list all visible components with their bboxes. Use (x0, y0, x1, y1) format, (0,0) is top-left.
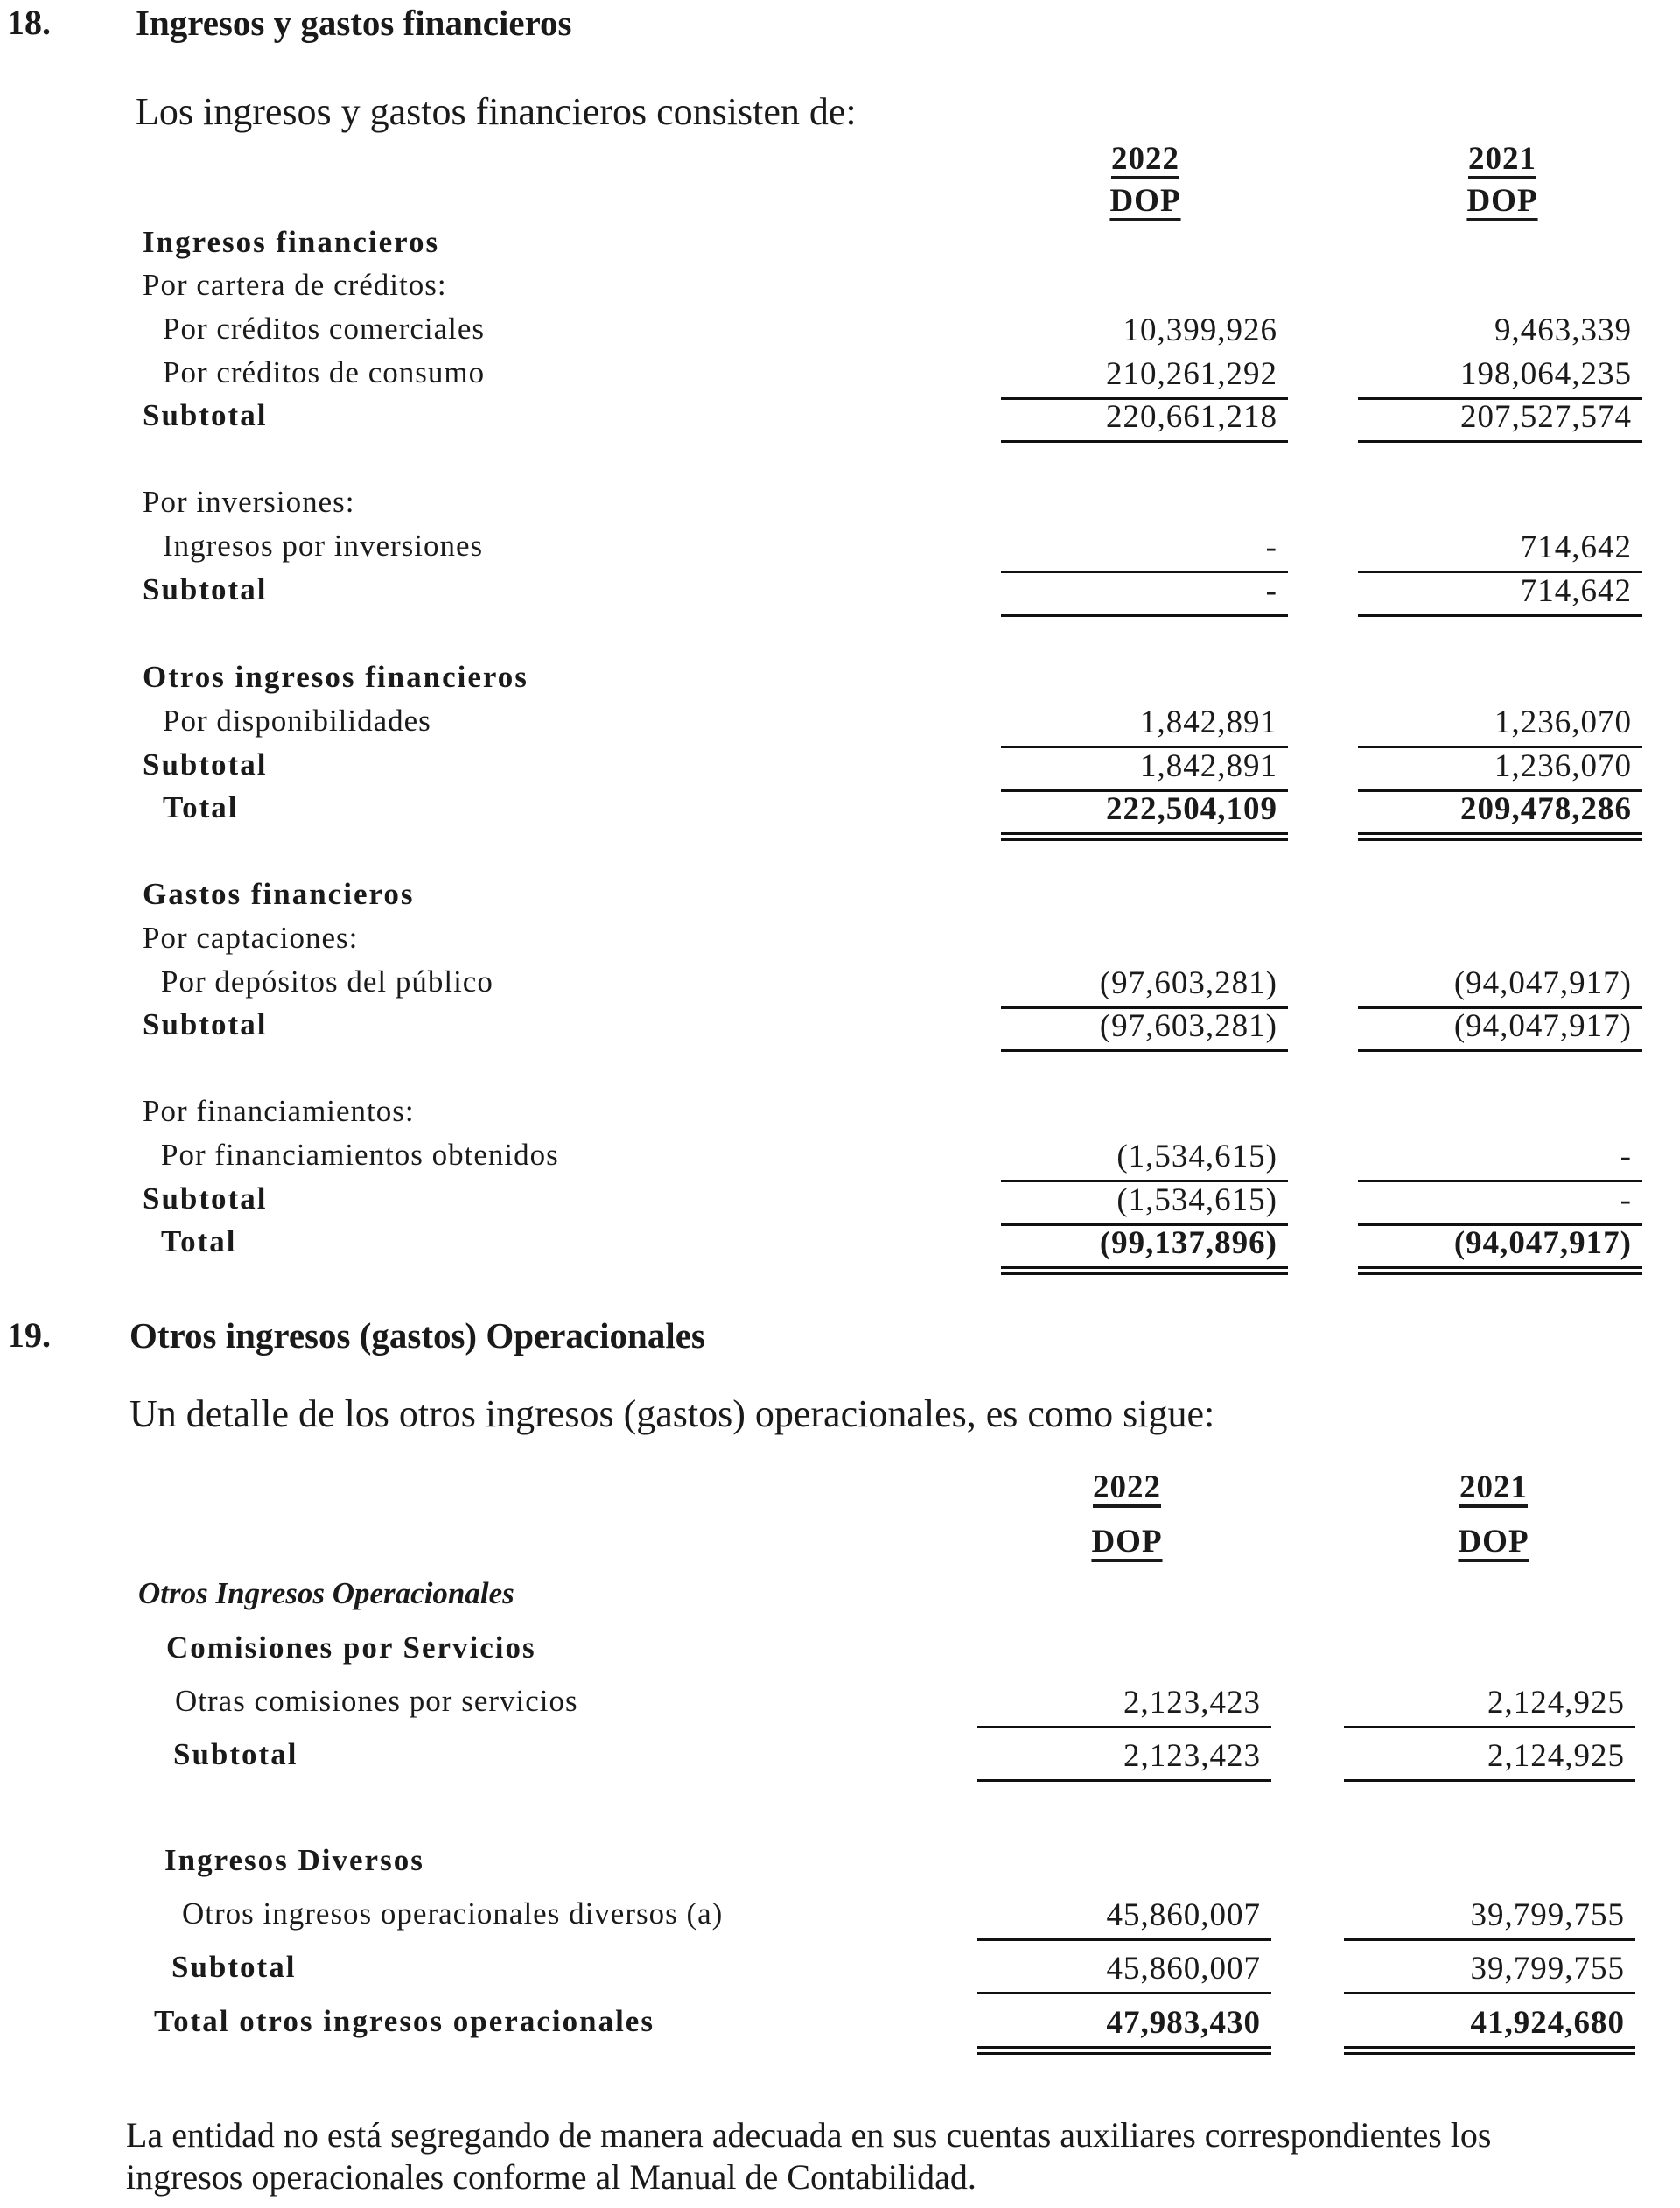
double-underline (1358, 1266, 1642, 1275)
underline (1344, 1779, 1635, 1782)
value-2022: 10,399,926 (1123, 312, 1278, 348)
table-row (0, 655, 1680, 699)
row-label: Otras comisiones por servicios (175, 1684, 578, 1718)
value-2021: 39,799,755 (1470, 1951, 1625, 1987)
row-label: Subtotal (143, 1181, 268, 1216)
value-2022: 1,842,891 (1140, 704, 1278, 740)
table-row (0, 1090, 1680, 1133)
underline (977, 1726, 1271, 1728)
underline (977, 1992, 1271, 1994)
underline (1358, 614, 1642, 617)
note-19-number: 19. (7, 1315, 51, 1355)
row-label: Por depósitos del público (161, 964, 494, 999)
footnote-line-1: La entidad no está segregando de manera adecuada en sus cuentas auxiliares correspondientes los (126, 2115, 1492, 2155)
underline (1358, 440, 1642, 443)
underline (1001, 614, 1288, 617)
value-2022: 1,842,891 (1140, 748, 1278, 784)
table-row (0, 873, 1680, 916)
row-label: Otros Ingresos Operacionales (138, 1576, 514, 1610)
table-row (0, 743, 1680, 787)
value-2021: 9,463,339 (1494, 312, 1632, 348)
note-19-intro: Un detalle de los otros ingresos (gastos) operacionales, es como sigue: (130, 1392, 1215, 1435)
note-19-col-2022-currency: DOP (1091, 1524, 1163, 1560)
row-label: Subtotal (172, 1950, 297, 1984)
row-label: Ingresos Diversos (164, 1843, 424, 1877)
note-18-intro: Los ingresos y gastos financieros consisten de: (136, 90, 857, 133)
value-2022: (97,603,281) (1099, 965, 1278, 1001)
value-2021: 39,799,755 (1470, 1897, 1625, 1933)
table-row (0, 786, 1680, 830)
value-2022: 2,123,423 (1124, 1685, 1261, 1721)
table-row (0, 1679, 1680, 1723)
value-2022: 220,661,218 (1106, 399, 1278, 435)
underline (977, 1779, 1271, 1782)
value-2021: - (1620, 1182, 1632, 1218)
row-label: Por captaciones: (143, 921, 359, 955)
note-19-title: Otros ingresos (gastos) Operacionales (130, 1315, 705, 1356)
table-row (0, 1220, 1680, 1264)
underline (1344, 1726, 1635, 1728)
value-2022: 47,983,430 (1106, 2005, 1261, 2041)
value-2021: 1,236,070 (1494, 704, 1632, 740)
underline (1001, 440, 1288, 443)
note-18-col-2021-year: 2021 (1468, 141, 1536, 177)
row-label: Total otros ingresos operacionales (154, 2004, 654, 2038)
table-row (0, 699, 1680, 743)
value-2021: 41,924,680 (1470, 2005, 1625, 2041)
table-row (0, 394, 1680, 438)
value-2022: 210,261,292 (1106, 356, 1278, 392)
double-underline (1001, 832, 1288, 841)
row-label: Subtotal (173, 1737, 298, 1771)
double-underline (1001, 1266, 1288, 1275)
table-row (0, 524, 1680, 568)
double-underline (977, 2046, 1271, 2055)
value-2021: 209,478,286 (1460, 791, 1632, 827)
value-2021: 714,642 (1520, 529, 1632, 565)
footnote-line-2: ingresos operacionales conforme al Manual de Contabilidad. (126, 2157, 976, 2197)
value-2021: 2,124,925 (1488, 1738, 1625, 1774)
double-underline (1358, 832, 1642, 841)
table-row (0, 960, 1680, 1004)
value-2021: 2,124,925 (1488, 1685, 1625, 1721)
note-18-title: Ingresos y gastos financieros (136, 3, 572, 43)
row-label: Comisiones por Servicios (166, 1630, 536, 1665)
table-row (0, 1945, 1680, 1989)
row-label: Subtotal (143, 398, 268, 432)
table-row (0, 916, 1680, 960)
value-2022: 222,504,109 (1106, 791, 1278, 827)
table-row (0, 221, 1680, 264)
table-row (0, 568, 1680, 612)
value-2022: (1,534,615) (1116, 1182, 1278, 1218)
note-19-col-2022-year: 2022 (1093, 1469, 1161, 1505)
table-row (0, 1572, 1680, 1616)
row-label: Total (161, 1224, 237, 1258)
row-label: Por disponibilidades (163, 704, 431, 738)
row-label: Por financiamientos: (143, 1094, 415, 1128)
value-2021: 1,236,070 (1494, 748, 1632, 784)
row-label: Por financiamientos obtenidos (161, 1138, 559, 1172)
row-label: Por inversiones: (143, 485, 355, 519)
table-row (0, 1177, 1680, 1221)
value-2022: (99,137,896) (1099, 1225, 1278, 1261)
table-row (0, 1133, 1680, 1177)
note-18-col-2021-currency: DOP (1466, 183, 1538, 219)
note-19-col-2021-year: 2021 (1460, 1469, 1528, 1505)
value-2022: 2,123,423 (1124, 1738, 1261, 1774)
row-label: Ingresos financieros (143, 225, 440, 259)
row-label: Subtotal (143, 1007, 268, 1041)
value-2022: (97,603,281) (1099, 1008, 1278, 1044)
row-label: Gastos financieros (143, 877, 415, 911)
row-label: Total (163, 790, 239, 824)
table-row (0, 480, 1680, 524)
table-row (0, 1892, 1680, 1936)
row-label: Por créditos de consumo (163, 355, 486, 389)
value-2021: 714,642 (1520, 573, 1632, 609)
note-18-number: 18. (7, 3, 51, 42)
table-row (0, 1003, 1680, 1047)
value-2022: - (1265, 529, 1278, 565)
row-label: Subtotal (143, 747, 268, 782)
underline (977, 1938, 1271, 1941)
value-2022: (1,534,615) (1116, 1139, 1278, 1174)
value-2021: 207,527,574 (1460, 399, 1632, 435)
value-2021: - (1620, 1139, 1632, 1174)
row-label: Ingresos por inversiones (163, 529, 484, 563)
underline (1344, 1992, 1635, 1994)
table-row (0, 351, 1680, 395)
table-row (0, 307, 1680, 351)
value-2022: - (1265, 573, 1278, 609)
note-18-col-2022-year: 2022 (1111, 141, 1180, 177)
value-2021: (94,047,917) (1453, 1008, 1632, 1044)
table-row (0, 1733, 1680, 1777)
table-row (0, 2000, 1680, 2043)
table-row (0, 1626, 1680, 1670)
row-label: Por créditos comerciales (163, 312, 486, 346)
row-label: Subtotal (143, 572, 268, 606)
double-underline (1344, 2046, 1635, 2055)
value-2022: 45,860,007 (1106, 1897, 1261, 1933)
table-row (0, 1839, 1680, 1882)
value-2021: (94,047,917) (1453, 1225, 1632, 1261)
underline (1358, 1049, 1642, 1052)
row-label: Otros ingresos operacionales diversos (a) (182, 1896, 724, 1931)
table-row (0, 263, 1680, 307)
value-2021: (94,047,917) (1453, 965, 1632, 1001)
note-18-col-2022-currency: DOP (1110, 183, 1181, 219)
row-label: Otros ingresos financieros (143, 660, 528, 694)
row-label: Por cartera de créditos: (143, 268, 447, 302)
underline (1344, 1938, 1635, 1941)
note-19-col-2021-currency: DOP (1458, 1524, 1530, 1560)
value-2022: 45,860,007 (1106, 1951, 1261, 1987)
value-2021: 198,064,235 (1460, 356, 1632, 392)
underline (1001, 1049, 1288, 1052)
